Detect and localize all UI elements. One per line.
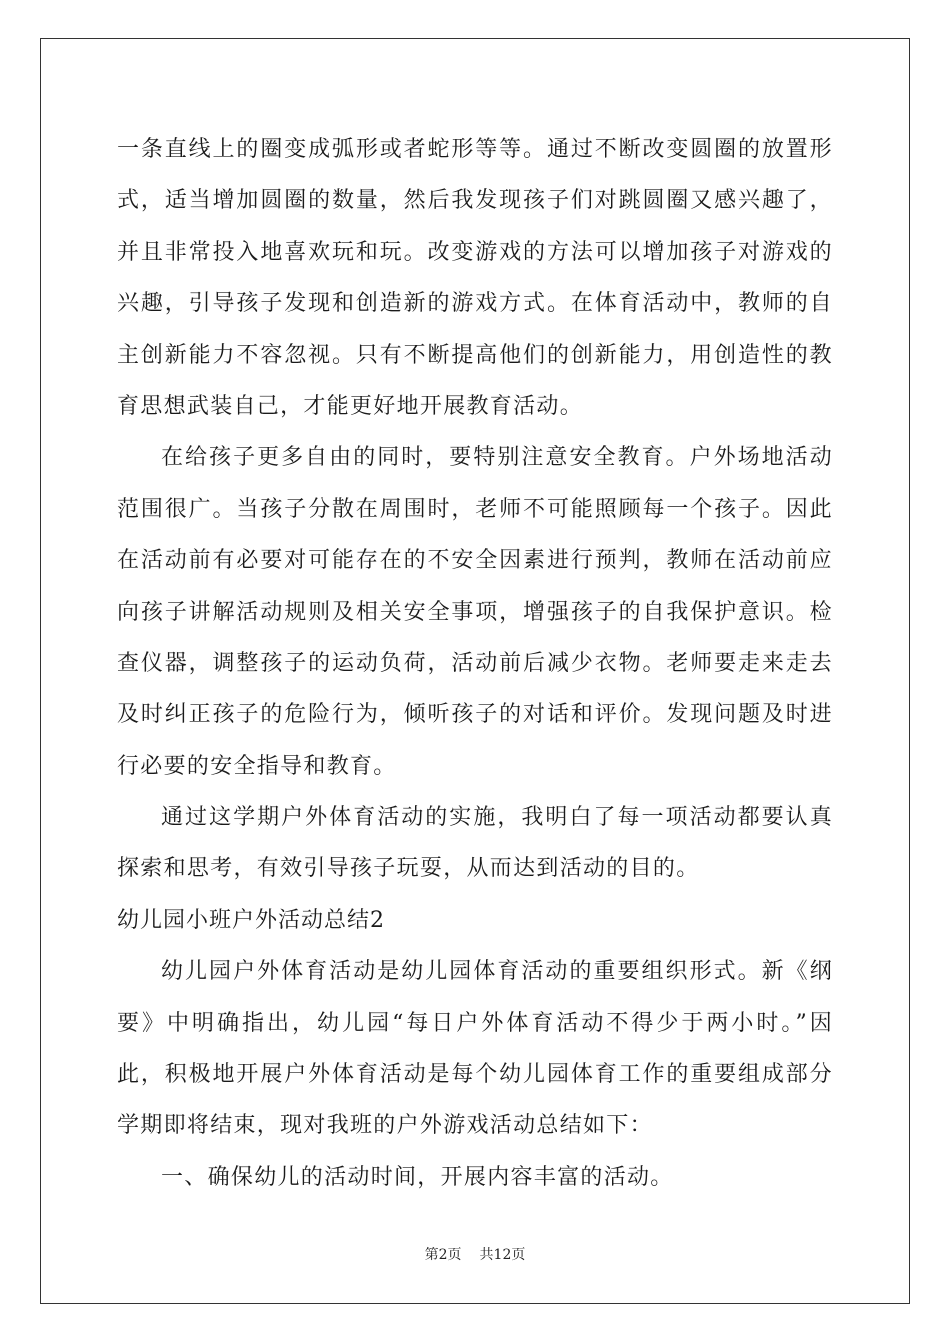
text-line: 兴趣，引导孩子发现和创造新的游戏方式。在体育活动中，教师的自	[117, 291, 833, 317]
page-total: 共12页	[479, 1247, 526, 1263]
text-line: 式，适当增加圆圈的数量，然后我发现孩子们对跳圆圈又感兴趣了，	[117, 188, 833, 214]
text-line: 在活动前有必要对可能存在的不安全因素进行预判，教师在活动前应	[117, 548, 833, 574]
text-line: 学期即将结束，现对我班的户外游戏活动总结如下：	[117, 1113, 653, 1139]
text-line: 幼儿园户外体育活动是幼儿园体育活动的重要组织形式。新《纲	[161, 959, 833, 985]
text-line: 探索和思考，有效引导孩子玩耍，从而达到活动的目的。	[117, 856, 700, 882]
text-line: 通过这学期户外体育活动的实施，我明白了每一项活动都要认真	[161, 805, 833, 831]
text-line: 一、确保幼儿的活动时间，开展内容丰富的活动。	[161, 1164, 674, 1190]
text-line: 一条直线上的圈变成弧形或者蛇形等等。通过不断改变圆圈的放置形	[117, 137, 833, 162]
document-body	[117, 124, 833, 1203]
text-line: 主创新能力不容忽视。只有不断提高他们的创新能力，用创造性的教	[117, 342, 833, 368]
text-line: 并且非常投入地喜欢玩和玩。改变游戏的方法可以增加孩子对游戏的	[117, 239, 833, 265]
text-line: 及时纠正孩子的危险行为，倾听孩子的对话和评价。发现问题及时进	[117, 702, 833, 728]
text-line: 范围很广。当孩子分散在周围时，老师不可能照顾每一个孩子。因此	[117, 496, 833, 522]
text-line: 育思想武装自己，才能更好地开展教育活动。	[117, 393, 584, 419]
section-heading: 幼儿园小班户外活动总结2	[117, 907, 385, 933]
text-line: 查仪器，调整孩子的运动负荷，活动前后减少衣物。老师要走来走去	[117, 650, 833, 676]
text-line: 行必要的安全指导和教育。	[117, 753, 397, 779]
page-footer	[0, 1244, 950, 1264]
page-number: 第2页	[424, 1247, 462, 1263]
text-line: 此，积极地开展户外体育活动是每个幼儿园体育工作的重要组成部分	[117, 1062, 833, 1088]
text-line: 在给孩子更多自由的同时，要特别注意安全教育。户外场地活动	[161, 445, 833, 471]
text-line: 要》中明确指出，幼儿园“每日户外体育活动不得少于两小时。”因	[117, 1010, 833, 1036]
text-line: 向孩子讲解活动规则及相关安全事项，增强孩子的自我保护意识。检	[117, 599, 833, 625]
